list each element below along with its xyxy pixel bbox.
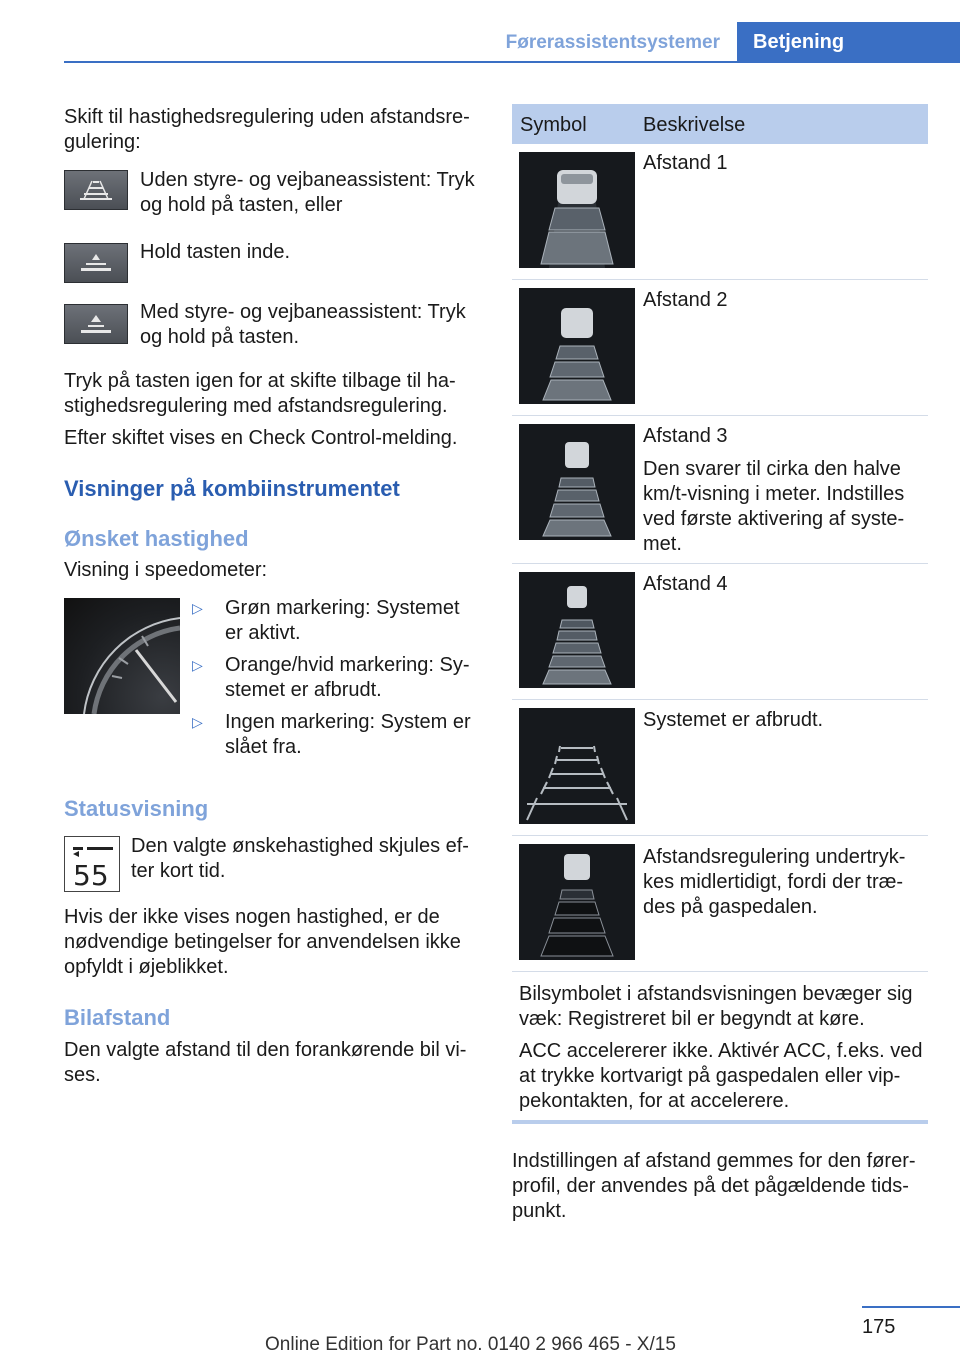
- para5-line-2: nødvendige betingelser for anvendelsen ikke: [64, 931, 461, 953]
- bullet-mark-icon: ▷: [192, 714, 203, 730]
- row-1-text: Afstand 1: [643, 152, 728, 174]
- distance-4-image: [519, 572, 635, 688]
- right-para-1: Indstillingen af afstand gemmes for den fører-: [512, 1150, 916, 1172]
- button2-text: Hold tasten inde.: [140, 241, 291, 263]
- row-5-text: Systemet er afbrudt.: [643, 709, 824, 731]
- lanes-outline-icon: [519, 708, 635, 824]
- intro-line-1: Skift til hastighedsregulering uden afstandsre-: [64, 106, 470, 128]
- car-distance-4-icon: [519, 572, 635, 688]
- note-2-line-3: pekontakten, for at accelerere.: [519, 1090, 790, 1112]
- distance-button-icon-2: [64, 243, 128, 283]
- row-3-desc-3: ved første aktivering af syste-: [643, 508, 905, 530]
- heading-status: Statusvisning: [64, 796, 209, 821]
- row-divider: [512, 971, 928, 972]
- row-6-text-3: des på gaspedalen.: [643, 896, 818, 918]
- note-2-line-1: ACC accelererer ikke. Aktivér ACC, f.eks. ved: [519, 1040, 923, 1062]
- row-divider: [512, 415, 928, 416]
- row-6-text-2: kes midlertidigt, fordi der træ-: [643, 871, 904, 893]
- button1-text-2: og hold på tasten, eller: [140, 194, 343, 216]
- right-para-3: punkt.: [512, 1200, 567, 1222]
- chapter-tab: Betjening: [737, 22, 960, 63]
- row-2-text: Afstand 2: [643, 289, 728, 311]
- footer-rule: [862, 1306, 960, 1308]
- para2-line-1: Tryk på tasten igen for at skifte tilbage til ha-: [64, 370, 456, 392]
- header-rule: [64, 61, 960, 63]
- note-1-line-2: væk: Registreret bil er begyndt at køre.: [519, 1008, 865, 1030]
- distance-stack-icon: [78, 252, 114, 274]
- column-description: Beskrivelse: [643, 114, 746, 136]
- row-4-text: Afstand 4: [643, 573, 728, 595]
- speed-status-icon: [64, 836, 120, 892]
- para6-line-1: Den valgte afstand til den forankørende bil vi-: [64, 1039, 467, 1061]
- bullet-mark-icon: ▷: [192, 600, 203, 616]
- row-divider: [512, 699, 928, 700]
- heading-desired-speed: Ønsket hastighed: [64, 526, 249, 551]
- row-divider: [512, 279, 928, 280]
- bullet-text: Grøn markering: Systemet er aktivt.: [225, 597, 460, 644]
- button1-text-1: Uden styre- og vejbaneassistent: Tryk: [140, 169, 475, 191]
- distance-2-image: [519, 288, 635, 404]
- car-distance-1-icon: [519, 152, 635, 268]
- note-1-line-1: Bilsymbolet i afstandsvisningen bevæger sig: [519, 983, 913, 1005]
- para5-line-3: opfyldt i øjeblikket.: [64, 956, 229, 978]
- intro-line-2: gulering:: [64, 131, 141, 153]
- regulation-suppressed-image: [519, 844, 635, 960]
- heading-displays: Visninger på kombiinstrumentet: [64, 476, 400, 501]
- page-number: 175: [862, 1316, 896, 1338]
- row-3-desc-4: met.: [643, 533, 682, 555]
- distance-3-image: [519, 424, 635, 540]
- button3-text-1: Med styre- og vejbaneassistent: Tryk: [140, 301, 466, 323]
- para3: Efter skiftet vises en Check Control-melding.: [64, 427, 458, 449]
- footer-edition: Online Edition for Part no. 0140 2 966 465 - X/15: [265, 1334, 676, 1355]
- button3-text-2: og hold på tasten.: [140, 326, 300, 348]
- row-3-desc-1: Den svarer til cirka den halve: [643, 458, 901, 480]
- row-divider: [512, 563, 928, 564]
- section-title: Førerassistentsystemer: [505, 32, 720, 53]
- distance-lanes-icon: [78, 179, 114, 201]
- table-bottom-rule: [512, 1120, 928, 1124]
- distance-steer-icon: [78, 313, 114, 335]
- heading-distance: Bilafstand: [64, 1005, 171, 1030]
- bullet-text: Ingen markering: System er slået fra.: [225, 711, 471, 758]
- system-interrupted-image: [519, 708, 635, 824]
- para-speedometer: Visning i speedometer:: [64, 559, 268, 581]
- bullet-text: Orange/hvid markering: Sy- stemet er afbrudt.: [225, 654, 470, 701]
- car-distance-3-icon: [519, 424, 635, 540]
- car-distance-2-icon: [519, 288, 635, 404]
- status-text-1: Den valgte ønskehastighed skjules ef-: [131, 835, 469, 857]
- status-speed-number: 55: [73, 859, 109, 892]
- right-para-2: profil, der anvendes på det pågældende tids-: [512, 1175, 909, 1197]
- table-header: [512, 104, 928, 144]
- row-6-text-1: Afstandsregulering undertryk-: [643, 846, 906, 868]
- distance-button-icon-3: [64, 304, 128, 344]
- row-divider: [512, 835, 928, 836]
- column-symbol: Symbol: [520, 114, 587, 136]
- para2-line-2: stighedsregulering med afstandsregulering.: [64, 395, 448, 417]
- distance-1-image: [519, 152, 635, 268]
- row-3-title: Afstand 3: [643, 425, 728, 447]
- para5-line-1: Hvis der ikke vises nogen hastighed, er de: [64, 906, 440, 928]
- note-2-line-2: at trykke kortvarigt på gaspedalen eller vip-: [519, 1065, 901, 1087]
- status-text-2: ter kort tid.: [131, 860, 226, 882]
- bullet-mark-icon: ▷: [192, 657, 203, 673]
- speedometer-image: [64, 598, 180, 714]
- car-dark-lanes-icon: [519, 844, 635, 960]
- speedometer-dial-icon: [64, 598, 180, 714]
- distance-button-icon-1: [64, 170, 128, 210]
- row-3-desc-2: km/t-visning i meter. Indstilles: [643, 483, 905, 505]
- para6-line-2: ses.: [64, 1064, 101, 1086]
